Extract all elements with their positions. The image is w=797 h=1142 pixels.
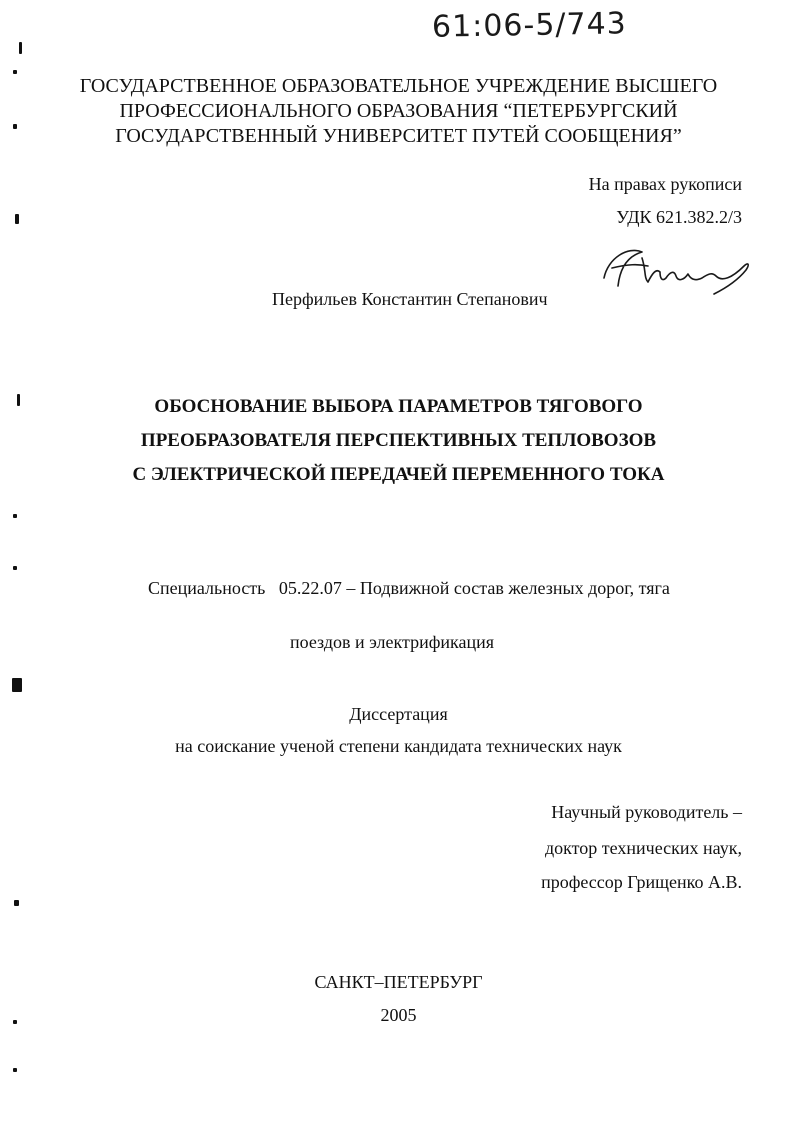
degree-statement: на соискание ученой степени кандидата технических наук [175,736,622,756]
dissertation-title [0,390,797,492]
specialty-line-2: поездов и электрификация [290,632,495,652]
scan-mark [19,42,22,54]
scan-mark [13,566,17,570]
supervisor-name: профессор Грищенко А.В. [541,872,742,892]
dissertation-label: Диссертация [349,704,448,724]
signature-image [598,238,758,298]
city: САНКТ–ПЕТЕРБУРГ [314,972,483,992]
scan-mark [14,900,19,906]
institution-line-1: ГОСУДАРСТВЕННОЕ ОБРАЗОВАТЕЛЬНОЕ УЧРЕЖДЕНИЕ ВЫСШЕГО [79,75,718,97]
author-name: Перфильев Константин Степанович [272,289,548,309]
supervisor-degree: доктор технических наук, [545,838,742,858]
institution-line-2: ПРОФЕССИОНАЛЬНОГО ОБРАЗОВАНИЯ “ПЕТЕРБУРГСКИЙ [119,100,678,122]
manuscript-note: На правах рукописи [588,174,742,194]
scan-mark [13,514,17,518]
institution-line-3: ГОСУДАРСТВЕННЫЙ УНИВЕРСИТЕТ ПУТЕЙ СООБЩЕНИЯ” [115,125,682,147]
scan-mark [13,1068,17,1072]
supervisor-label: Научный руководитель – [551,802,742,822]
institution-header [0,74,797,149]
udk-code: УДК 621.382.2/3 [616,207,742,227]
title-line-3: С ЭЛЕКТРИЧЕСКОЙ ПЕРЕДАЧЕЙ ПЕРЕМЕННОГО ТОКА [132,464,665,485]
year: 2005 [380,1005,417,1025]
title-line-2: ПРЕОБРАЗОВАТЕЛЯ ПЕРСПЕКТИВНЫХ ТЕПЛОВОЗОВ [140,430,657,451]
specialty-line-1: Специальность 05.22.07 – Подвижной состав железных дорог, тяга [148,578,670,598]
scan-mark [15,214,19,224]
title-line-1: ОБОСНОВАНИЕ ВЫБОРА ПАРАМЕТРОВ ТЯГОВОГО [154,396,643,417]
scan-mark [12,678,22,692]
handwritten-archive-number: 61:06-5/743 [431,6,628,45]
